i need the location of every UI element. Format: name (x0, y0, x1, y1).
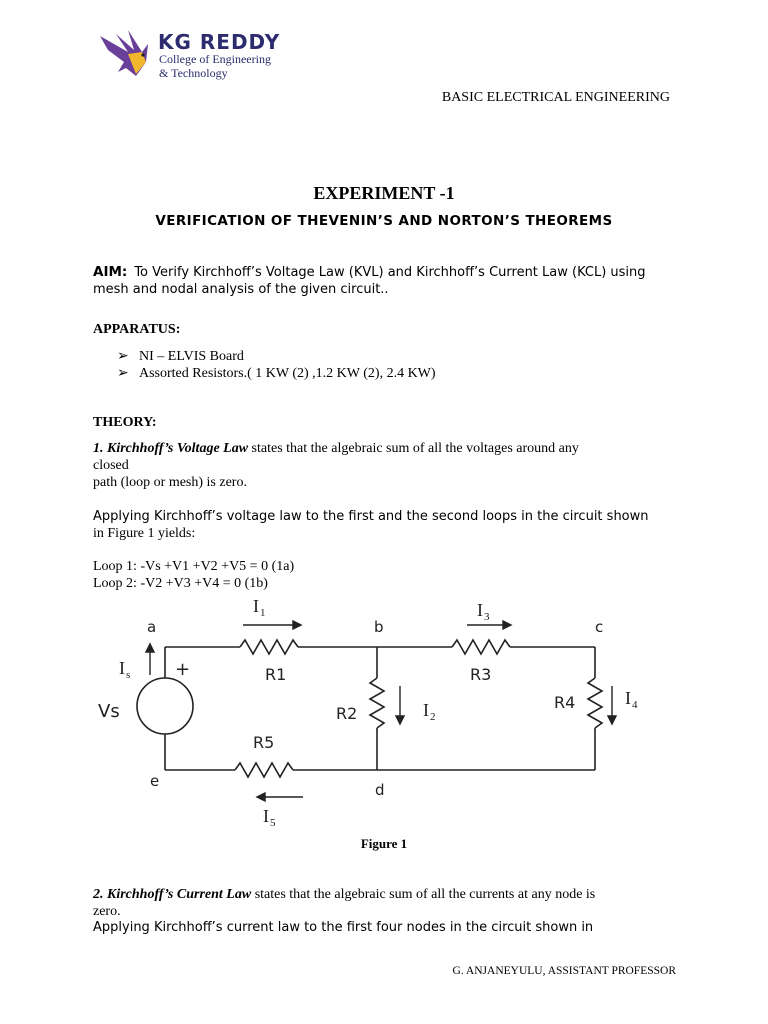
apparatus-item-text: NI – ELVIS Board (139, 349, 244, 364)
current-label: I (477, 600, 483, 620)
current-subscript: 4 (632, 699, 638, 711)
kvl-text: states that the algebraic sum of all the voltages around any (248, 441, 579, 456)
kcl-text: states that the algebraic sum of all the currents at any node is (251, 887, 596, 902)
logo-name: KG REDDY (158, 30, 281, 54)
current-subscript: 2 (430, 711, 436, 723)
kcl-label: 2. Kirchhoff’s Current Law (93, 887, 252, 902)
apparatus-item (117, 365, 436, 382)
current-subscript: 1 (260, 607, 266, 619)
experiment-subtitle: VERIFICATION OF THEVENIN’S AND NORTON’S THEOREMS (155, 213, 613, 229)
resistor-label: R2 (336, 704, 358, 723)
kcl-line-2: zero. (93, 904, 121, 919)
kvl-line-2: closed (93, 458, 129, 473)
course-name: BASIC ELECTRICAL ENGINEERING (441, 90, 670, 105)
resistor-label: R1 (265, 665, 287, 684)
current-subscript: 5 (270, 817, 276, 829)
node-label: a (147, 618, 157, 636)
arrow-bullet-icon: ➢ (117, 349, 129, 364)
plus-sign: + (175, 659, 191, 680)
current-subscript: s (126, 669, 131, 681)
kcl-apply-line: Applying Kirchhoff’s current law to the first four nodes in the circuit shown in (93, 920, 594, 935)
source-label: Vs (98, 701, 120, 722)
current-label: I (423, 700, 429, 720)
resistor-label: R3 (470, 665, 492, 684)
node-label: d (375, 781, 385, 799)
node-label: c (595, 618, 604, 636)
eagle-logo-icon (98, 28, 158, 80)
aim-line-1 (93, 264, 683, 281)
apparatus-item-text: Assorted Resistors.( 1 KW (2) ,1.2 KW (2), 2.4 KW) (139, 366, 436, 381)
aim-label: AIM: (93, 264, 128, 280)
node-label: b (374, 618, 384, 636)
arrow-bullet-icon: ➢ (117, 366, 129, 381)
current-subscript: 3 (484, 611, 490, 623)
experiment-title: EXPERIMENT -1 (313, 183, 455, 203)
apparatus-heading: APPARATUS: (93, 322, 181, 337)
kvl-line-1 (93, 440, 683, 457)
aim-text-1: To Verify Kirchhoff’s Voltage Law (KVL) and Kirchhoff’s Current Law (KCL) using (134, 265, 646, 280)
aim-line-2: mesh and nodal analysis of the given circuit.. (93, 282, 389, 297)
current-label: I (625, 688, 631, 708)
logo-subtitle-1: College of Engineering (159, 52, 271, 66)
figure-caption: Figure 1 (360, 836, 408, 851)
circuit-diagram (95, 590, 640, 830)
kcl-line-1 (93, 886, 683, 903)
apply-line-1: Applying Kirchhoff’s voltage law to the first and the second loops in the circuit shown (93, 509, 649, 524)
current-label: I (253, 596, 259, 616)
loop-1-equation: Loop 1: -Vs +V1 +V2 +V5 = 0 (1a) (93, 559, 295, 574)
voltage-source-icon (137, 678, 193, 734)
footer-author: G. ANJANEYULU, ASSISTANT PROFESSOR (452, 965, 676, 977)
current-label: I (263, 806, 269, 826)
current-label: I (119, 658, 125, 678)
apparatus-item (117, 348, 244, 365)
resistor-label: R4 (554, 693, 576, 712)
loop-2-equation: Loop 2: -V2 +V3 +V4 = 0 (1b) (93, 576, 268, 591)
logo-subtitle-2: & Technology (159, 66, 228, 80)
kvl-label: 1. Kirchhoff’s Voltage Law (93, 441, 249, 456)
kvl-line-3: path (loop or mesh) is zero. (93, 475, 247, 490)
apply-line-2: in Figure 1 yields: (93, 526, 196, 541)
circuit-figure (95, 590, 640, 830)
theory-heading: THEORY: (93, 415, 157, 430)
college-logo (98, 28, 158, 80)
node-label: e (150, 772, 160, 790)
resistor-label: R5 (253, 733, 275, 752)
